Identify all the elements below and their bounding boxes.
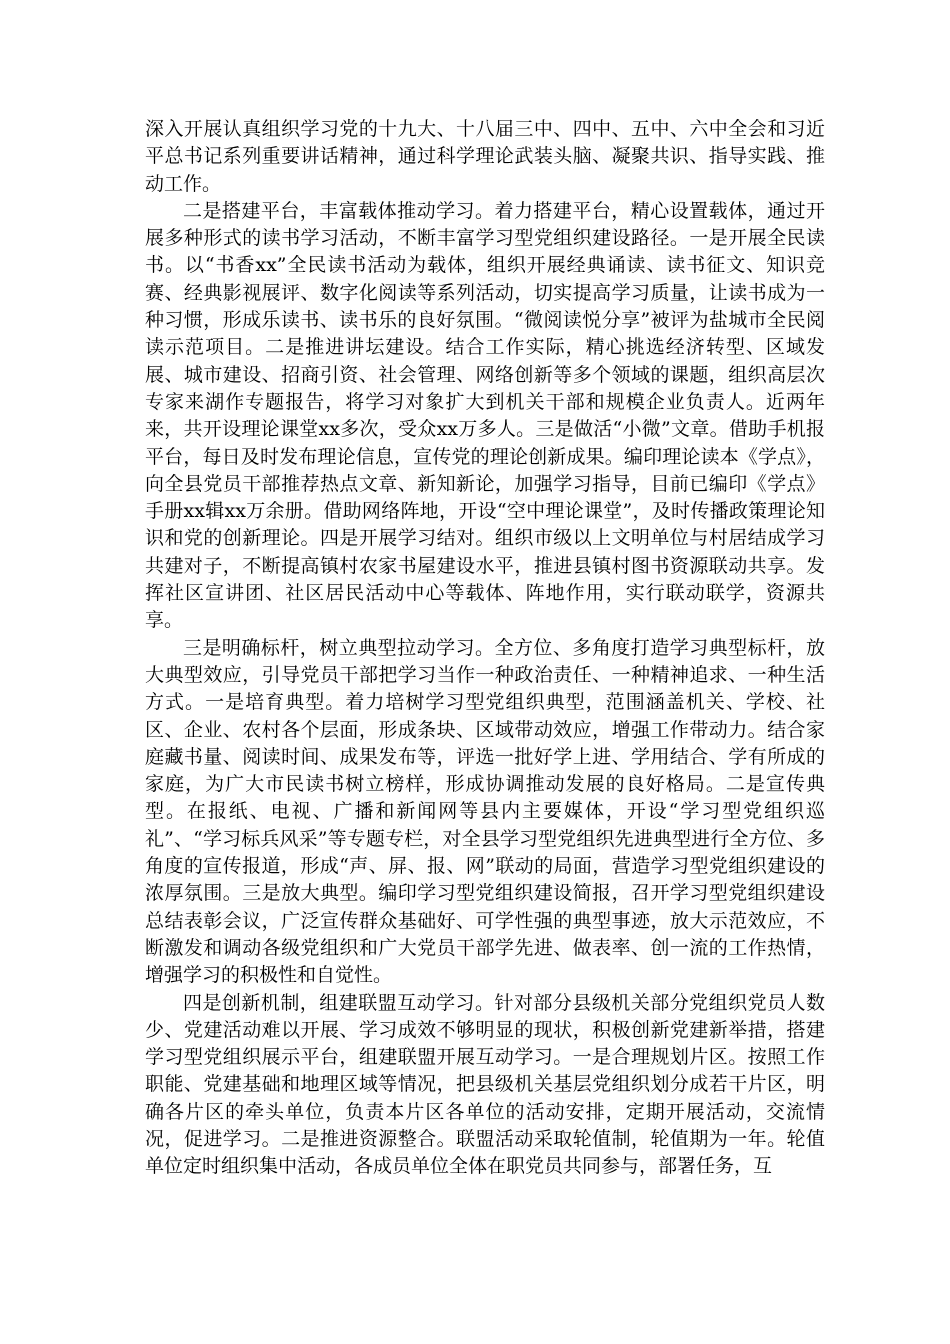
paragraph-1: 深入开展认真组织学习党的十九大、十八届三中、四中、五中、六中全会和习近平总书记系列重要讲话精神，通过科学理论武装头脑、凝聚共识、指导实践、推动工作。 [145, 118, 825, 195]
paragraph-4: 四是创新机制，组建联盟互动学习。针对部分县级机关部分党组织党员人数少、党建活动难以开展、学习成效不够明显的现状，积极创新党建新举措，搭建学习型党组织展示平台，组建联盟开展互动学习。一是合理规划片区。按照工作职能、党建基础和地理区域等情况，把县级机关基层党组织划分成若干片区，明确各片区的牵头单位，负责本片区各单位的活动安排，定期开展活动，交流情况，促进学习。二是推进资源整合。联盟活动采取轮值制，轮值期为一年。轮值单位定时组织集中活动，各成员单位全体在职党员共同参与，部署任务，互 [145, 991, 825, 1178]
paragraph-3: 三是明确标杆，树立典型拉动学习。全方位、多角度打造学习典型标杆，放大典型效应，引导党员干部把学习当作一种政治责任、一种精神追求、一种生活方式。一是培育典型。着力培树学习型党组织典型，范围涵盖机关、学校、社区、企业、农村各个层面，形成条块、区域带动效应，增强工作带动力。结合家庭藏书量、阅读时间、成果发布等，评选一批好学上进、学用结合、学有所成的家庭，为广大市民读书树立榜样，形成协调推动发展的良好格局。二是宣传典型。在报纸、电视、广播和新闻网等县内主要媒体，开设“学习型党组织巡礼”、“学习标兵风采”等专题专栏，对全县学习型党组织先进典型进行全方位、多角度的宣传报道，形成“声、屏、报、网”联动的局面，营造学习型党组织建设的浓厚氛围。三是放大典型。编印学习型党组织建设简报，召开学习型党组织建设总结表彰会议，广泛宣传群众基础好、可学性强的典型事迹，放大示范效应，不断激发和调动各级党组织和广大党员干部学先进、做表率、创一流的工作热情，增强学习的积极性和自觉性。 [145, 636, 825, 987]
paragraph-2: 二是搭建平台，丰富载体推动学习。着力搭建平台，精心设置载体，通过开展多种形式的读书学习活动，不断丰富学习型党组织建设路径。一是开展全民读书。以“书香xx”全民读书活动为载体，组织开展经典诵读、读书征文、知识竞赛、经典影视展评、数字化阅读等系列活动，切实提高学习质量，让读书成为一种习惯，形成乐读书、读书乐的良好氛围。“微阅读悦分享”被评为盐城市全民阅读示范项目。二是推进讲坛建设。结合工作实际，精心挑选经济转型、区域发展、城市建设、招商引资、社会管理、网络创新等多个领域的课题，组织高层次专家来湖作专题报告，将学习对象扩大到机关干部和规模企业负责人。近两年来，共开设理论课堂xx多次，受众xx万多人。三是做活“小微”文章。借助手机报平台，每日及时发布理论信息，宣传党的理论创新成果。编印理论读本《学点》，向全县党员干部推荐热点文章、新知新论，加强学习指导，目前已编印《学点》手册xx辑xx万余册。借助网络阵地，开设“空中理论课堂”，及时传播政策理论知识和党的创新理论。四是开展学习结对。组织市级以上文明单位与村居结成学习共建对子，不断提高镇村农家书屋建设水平，推进县镇村图书资源联动共享。发挥社区宣讲团、社区居民活动中心等载体、阵地作用，实行联动联学，资源共享。 [145, 199, 825, 632]
document-page [145, 116, 825, 1181]
